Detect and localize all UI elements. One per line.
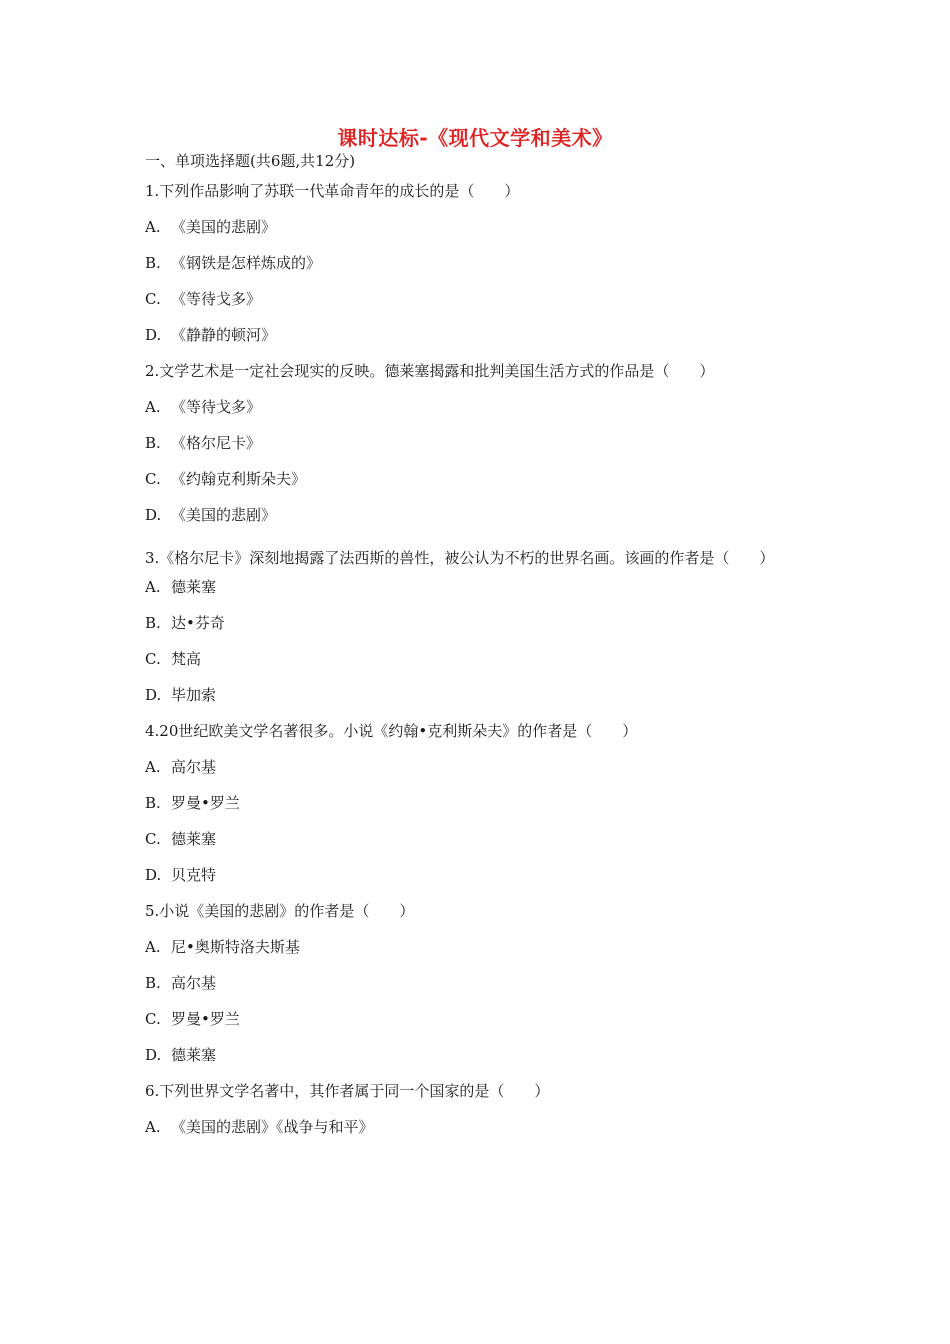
option-key: C. [145, 290, 161, 308]
option-key: A. [145, 398, 161, 416]
option-text: 《静静的顿河》 [171, 326, 277, 344]
option-key: D. [145, 686, 162, 704]
option-item [145, 1008, 815, 1044]
option-key: A. [145, 938, 161, 956]
option-text: 《钢铁是怎样炼成的》 [171, 254, 322, 272]
option-key: D. [145, 326, 162, 344]
option-item [145, 864, 815, 900]
option-text: 《美国的悲剧》《战争与和平》 [171, 1118, 374, 1136]
option-item [145, 396, 815, 432]
option-text: 《等待戈多》 [171, 290, 262, 308]
option-text: 尼•奥斯特洛夫斯基 [171, 938, 300, 956]
question-stem: 4.20世纪欧美文学名著很多。小说《约翰•克利斯朵夫》的作者是（ ） [145, 722, 638, 740]
option-key: A. [145, 578, 161, 596]
option-item [145, 612, 815, 648]
option-key: D. [145, 866, 162, 884]
option-item [145, 288, 815, 324]
option-key: B. [145, 794, 161, 812]
option-item [145, 828, 815, 864]
option-text: 德莱塞 [171, 1046, 217, 1064]
option-key: B. [145, 254, 161, 272]
option-text: 高尔基 [171, 758, 217, 776]
question-stem: 6.下列世界文学名著中，其作者属于同一个国家的是（ ） [145, 1082, 550, 1100]
option-key: C. [145, 470, 161, 488]
option-item [145, 936, 815, 972]
option-text: 毕加索 [171, 686, 217, 704]
option-text: 《等待戈多》 [171, 398, 262, 416]
option-text: 罗曼•罗兰 [171, 794, 240, 812]
option-item [145, 576, 815, 612]
question-stem: 1.下列作品影响了苏联一代革命青年的成长的是（ ） [145, 182, 520, 200]
option-text: 《格尔尼卡》 [171, 434, 262, 452]
option-key: B. [145, 974, 161, 992]
question-stem: 3.《格尔尼卡》深刻地揭露了法西斯的兽性，被公认为不朽的世界名画。该画的作者是（ ） [145, 549, 775, 567]
option-item [145, 792, 815, 828]
option-text: 德莱塞 [171, 578, 217, 596]
option-text: 罗曼•罗兰 [171, 1010, 240, 1028]
question-stem: 2.文学艺术是一定社会现实的反映。德莱塞揭露和批判美国生活方式的作品是（ ） [145, 362, 715, 380]
option-key: C. [145, 1010, 161, 1028]
option-key: D. [145, 506, 162, 524]
option-text: 《美国的悲剧》 [171, 218, 277, 236]
option-key: B. [145, 614, 161, 632]
option-text: 《约翰克利斯朵夫》 [171, 470, 307, 488]
option-item [145, 504, 815, 540]
option-key: C. [145, 830, 161, 848]
option-key: B. [145, 434, 161, 452]
option-item [145, 324, 815, 360]
section-heading: 一、单项选择题(共6题,共12分) [145, 152, 356, 170]
option-key: A. [145, 218, 161, 236]
option-text: 梵高 [171, 650, 202, 668]
question-list [145, 150, 815, 1152]
option-key: A. [145, 758, 161, 776]
option-item [145, 468, 815, 504]
option-text: 贝克特 [171, 866, 217, 884]
option-key: D. [145, 1046, 162, 1064]
option-item [145, 432, 815, 468]
option-text: 高尔基 [171, 974, 217, 992]
option-item [145, 972, 815, 1008]
option-key: A. [145, 1118, 161, 1136]
option-item [145, 648, 815, 684]
option-key: C. [145, 650, 161, 668]
option-text: 达•芬奇 [171, 614, 225, 632]
option-item [145, 1044, 815, 1080]
document-title: 课时达标-《现代文学和美术》 [337, 126, 613, 150]
option-item [145, 216, 815, 252]
question-stem: 5.小说《美国的悲剧》的作者是（ ） [145, 902, 415, 920]
option-item [145, 756, 815, 792]
option-text: 德莱塞 [171, 830, 217, 848]
option-text: 《美国的悲剧》 [171, 506, 277, 524]
option-item [145, 684, 815, 720]
option-item [145, 252, 815, 288]
option-item [145, 1116, 815, 1152]
